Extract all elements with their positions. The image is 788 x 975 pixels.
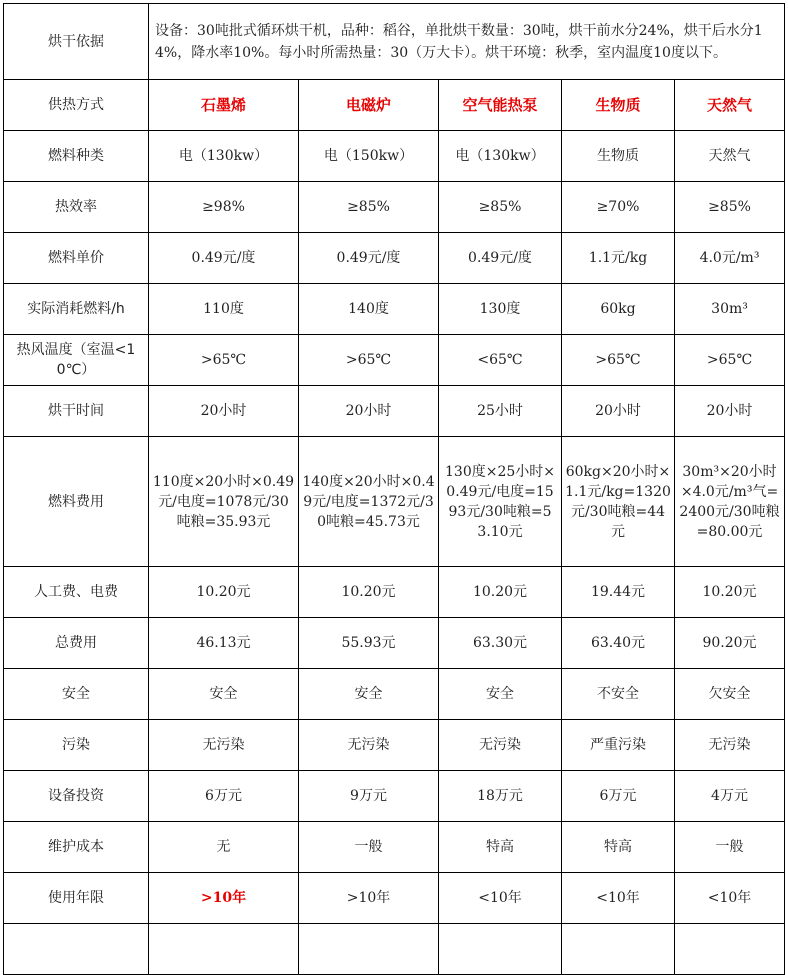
table-cell: 一般 <box>675 822 785 873</box>
table-cell: 无污染 <box>439 720 562 771</box>
table-cell: >10年 <box>149 873 299 924</box>
table-cell: 无污染 <box>675 720 785 771</box>
table-row <box>4 335 785 386</box>
table-cell: 55.93元 <box>299 618 439 669</box>
table-cell: 安全 <box>299 669 439 720</box>
table-row <box>4 669 785 720</box>
table-cell: 20小时 <box>299 386 439 437</box>
row-label: 燃料种类 <box>4 131 149 182</box>
method-header: 电磁炉 <box>299 80 439 131</box>
table-cell: 一般 <box>299 822 439 873</box>
table-cell: 10.20元 <box>299 567 439 618</box>
table-cell: 60kg <box>562 284 675 335</box>
method-header: 空气能热泵 <box>439 80 562 131</box>
table-cell: 1.1元/kg <box>562 233 675 284</box>
table-cell: ≥70% <box>562 182 675 233</box>
row-label: 总费用 <box>4 618 149 669</box>
table-cell: 天然气 <box>675 131 785 182</box>
table-row <box>4 873 785 924</box>
table-cell: 46.13元 <box>149 618 299 669</box>
row-label: 污染 <box>4 720 149 771</box>
intro-row <box>4 4 785 80</box>
table-cell: 电（130kw） <box>439 131 562 182</box>
method-header: 生物质 <box>562 80 675 131</box>
table-cell: >10年 <box>299 873 439 924</box>
fuel-cost-cell: 60kg×20小时×1.1元/kg=1320元/30吨粮=44元 <box>562 437 675 567</box>
table-cell: 130度 <box>439 284 562 335</box>
table-cell: 10.20元 <box>439 567 562 618</box>
row-label: 安全 <box>4 669 149 720</box>
row-label: 人工费、电费 <box>4 567 149 618</box>
table-row <box>4 720 785 771</box>
table-cell: 特高 <box>439 822 562 873</box>
table-cell: 6万元 <box>149 771 299 822</box>
table-cell: ≥85% <box>299 182 439 233</box>
table-cell: 安全 <box>149 669 299 720</box>
table-cell: <10年 <box>562 873 675 924</box>
table-cell: 20小时 <box>675 386 785 437</box>
drying-cost-comparison-table <box>3 3 785 975</box>
row-label: 使用年限 <box>4 873 149 924</box>
table-cell: 无污染 <box>149 720 299 771</box>
table-cell: >65℃ <box>299 335 439 386</box>
table-cell: 4.0元/m³ <box>675 233 785 284</box>
row-label: 热效率 <box>4 182 149 233</box>
table-cell: ≥85% <box>675 182 785 233</box>
row-label: 维护成本 <box>4 822 149 873</box>
table-cell: ≥98% <box>149 182 299 233</box>
table-cell: <10年 <box>439 873 562 924</box>
row-label: 燃料费用 <box>4 437 149 567</box>
table-cell: 63.40元 <box>562 618 675 669</box>
table-cell: >65℃ <box>675 335 785 386</box>
table-cell: 25小时 <box>439 386 562 437</box>
row-label: 燃料单价 <box>4 233 149 284</box>
fuel-cost-cell: 130度×25小时×0.49元/电度=1593元/30吨粮=53.10元 <box>439 437 562 567</box>
table-cell: 4万元 <box>675 771 785 822</box>
table-row <box>4 567 785 618</box>
table-cell: 无 <box>149 822 299 873</box>
row-label: 供热方式 <box>4 80 149 131</box>
table-cell: 18万元 <box>439 771 562 822</box>
table-cell: 6万元 <box>562 771 675 822</box>
table-cell: 19.44元 <box>562 567 675 618</box>
table-cell: 生物质 <box>562 131 675 182</box>
row-label: 设备投资 <box>4 771 149 822</box>
table-cell: 欠安全 <box>675 669 785 720</box>
table-cell: <10年 <box>675 873 785 924</box>
table-row <box>4 618 785 669</box>
row-label: 烘干依据 <box>4 4 149 80</box>
table-cell: 电（130kw） <box>149 131 299 182</box>
table-cell: 90.20元 <box>675 618 785 669</box>
table-cell: 9万元 <box>299 771 439 822</box>
table-row <box>4 822 785 873</box>
fuel-cost-cell: 140度×20小时×0.49元/电度=1372元/30吨粮=45.73元 <box>299 437 439 567</box>
table-cell <box>439 924 562 975</box>
method-header: 石墨烯 <box>149 80 299 131</box>
table-cell: 0.49元/度 <box>149 233 299 284</box>
table-cell: >65℃ <box>562 335 675 386</box>
table-row <box>4 386 785 437</box>
table-row <box>4 924 785 975</box>
table-cell: 10.20元 <box>149 567 299 618</box>
table-cell <box>562 924 675 975</box>
drying-basis-text: 设备：30吨批式循环烘干机，品种：稻谷，单批烘干数量：30吨，烘干前水分24%，烘干后水分14%，降水率10%。每小时所需热量：30（万大卡）。烘干环境：秋季，室内温度10度以下。 <box>149 4 785 80</box>
table-cell: 30m³ <box>675 284 785 335</box>
table-row <box>4 131 785 182</box>
table-row <box>4 233 785 284</box>
table-cell <box>299 924 439 975</box>
table-cell: ≥85% <box>439 182 562 233</box>
table-row <box>4 437 785 567</box>
row-label: 热风温度（室温<10℃） <box>4 335 149 386</box>
row-label: 烘干时间 <box>4 386 149 437</box>
table-cell: 特高 <box>562 822 675 873</box>
fuel-cost-cell: 110度×20小时×0.49元/电度=1078元/30吨粮=35.93元 <box>149 437 299 567</box>
fuel-cost-cell: 30m³×20小时×4.0元/m³气=2400元/30吨粮=80.00元 <box>675 437 785 567</box>
table-cell: >65℃ <box>149 335 299 386</box>
table-row <box>4 182 785 233</box>
table-cell: 严重污染 <box>562 720 675 771</box>
table-cell: 0.49元/度 <box>299 233 439 284</box>
table-cell: 无污染 <box>299 720 439 771</box>
header-row <box>4 80 785 131</box>
table-cell <box>149 924 299 975</box>
table-cell <box>675 924 785 975</box>
method-header: 天然气 <box>675 80 785 131</box>
table-cell: 安全 <box>439 669 562 720</box>
row-label <box>4 924 149 975</box>
table-cell: 63.30元 <box>439 618 562 669</box>
table-cell: 140度 <box>299 284 439 335</box>
table-cell: 0.49元/度 <box>439 233 562 284</box>
table-row <box>4 284 785 335</box>
row-label: 实际消耗燃料/h <box>4 284 149 335</box>
table-cell: 20小时 <box>562 386 675 437</box>
table-cell: <65℃ <box>439 335 562 386</box>
table-cell: 电（150kw） <box>299 131 439 182</box>
table-cell: 10.20元 <box>675 567 785 618</box>
table-row <box>4 771 785 822</box>
table-cell: 不安全 <box>562 669 675 720</box>
table-cell: 110度 <box>149 284 299 335</box>
table-cell: 20小时 <box>149 386 299 437</box>
